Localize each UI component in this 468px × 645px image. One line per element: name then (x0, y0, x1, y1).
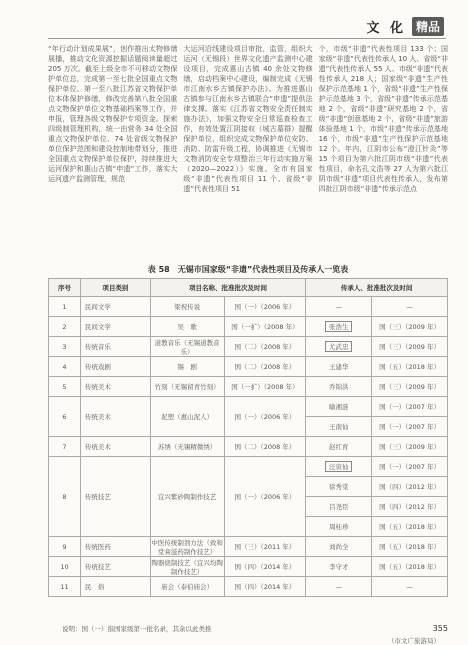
cell-project-name: 吴 歌 (150, 317, 224, 337)
table-row (49, 397, 448, 417)
cell-heir-batch: 国（五）（2018 年） (372, 357, 448, 377)
heir-name: 李守才 (328, 563, 349, 571)
cell-project-batch: 国（一）（2006 年） (224, 457, 306, 537)
table-row (49, 297, 448, 317)
cell-category: 民间文学 (80, 297, 150, 317)
cell-project-name: 锡 剧 (150, 357, 224, 377)
heir-name: 汪寅仙 (325, 461, 353, 472)
heir-name: 刘尚全 (328, 543, 349, 551)
cell-project-name: 苏绣（无锡精微绣） (150, 437, 224, 457)
cell-no: 3 (49, 337, 81, 357)
cell-project-name: 中医传统制剂方法（致和堂膏滋药制作技艺） (151, 538, 223, 556)
heir-name: 赵红育 (328, 443, 349, 451)
cell-project-batch: 国（二）（2008 年） (224, 437, 306, 457)
heir-name: 尤武忠 (325, 341, 353, 352)
heir-name: — (335, 302, 342, 311)
heir-name: 徐秀棠 (328, 483, 349, 491)
heir-name: 周桂珍 (328, 523, 349, 531)
table-row (49, 537, 448, 557)
cell-no: 1 (49, 297, 81, 317)
cell-category: 民间文学 (80, 317, 150, 337)
cell-project-name: 梁祝传说 (150, 297, 224, 317)
cell-heir-name (306, 357, 372, 377)
cell-no: 5 (49, 377, 81, 397)
page-header (366, 14, 444, 38)
heir-name: 吕尧臣 (328, 503, 349, 511)
cell-heir-batch: 国（一）（2007 年） (372, 457, 448, 477)
cell-heir-batch: 国（五）（2018 年） (372, 557, 448, 577)
body-column-3: 个，市级“非遗”代表性项目 133 个；国家级“非遗”代表性传承人 10 人、省级“非遗”代表性传承人 55 人、市级“非遗”代表性传承人 218 人；国家级“非遗”生产性保护示范基地 1 个，省级“非遗”生产性保护示范基地 3 个，省级“非遗”传承示范基地 2 个，省级“非遗”研究基地 2 个，省级“非遗”创意基地 2 个，省级“非遗”旅游体验基地 1 个，市级“非遗”传承示范基地 16 个，市级“非遗”生产性保护示范基地 12 个。年内，江阴市公布“澄江针灸”等 15 个项目为第六批江阴市级“非遗”代表性项目，命名孔文浩等 27 人为第六批江阴市级“非遗”项目代表性传承人，发布第四批江阴市级“非遗”传承示范点 (318, 45, 448, 193)
cell-heir-name (306, 297, 372, 317)
table-row (49, 457, 448, 477)
cell-no: 6 (49, 397, 81, 437)
cell-category: 传统技艺 (80, 457, 150, 537)
heir-name: 张浩生 (325, 321, 353, 332)
cell-category: 传统美术 (80, 377, 150, 397)
cell-category: 传统美术 (80, 397, 150, 437)
cell-heir-name (306, 437, 372, 457)
table-row (49, 377, 448, 397)
cell-project-name: 泥塑（惠山泥人） (150, 397, 224, 437)
heritage-table (48, 278, 448, 597)
table-row (49, 577, 448, 597)
cell-heir-name (306, 477, 372, 497)
cell-project-batch: 国（四）（2014 年） (224, 577, 306, 597)
body-columns (48, 44, 448, 244)
cell-heir-name (306, 557, 372, 577)
cell-heir-batch: 国（五）（2018 年） (372, 517, 448, 537)
cell-heir-batch: — (372, 297, 448, 317)
cell-no: 10 (49, 557, 81, 577)
header-heir: 传承人、批准批次及时间 (306, 279, 448, 297)
cell-project-batch: 国（二）（2008 年） (224, 357, 306, 377)
cell-no: 11 (49, 577, 81, 597)
cell-heir-batch: 国（三）（2009 年） (372, 377, 448, 397)
cell-no: 4 (49, 357, 81, 377)
body-column-1: “年行动计划成果展”，创作推出太物修缮展播，推动文化资源挖掘话题阅读量超过 205 万次。截至上级全市不可移动文物保护单位总，完成第一至七批全国重点文物保护单位、第一至八批江苏省文物保护单位本体保护修缮，修改完善第八批全国重点文物保护单位文物基础档案等工作，并申报，管理各级文物保护专项资金。探索四级制管理机构，统一由营务 34 处全国重点文物保护单位、74 处省级文物保护单位保护范围和建设控制地带划分，推进全国重点文物保护单位保护，持续推进大运河保护和惠山古镇“申遗”工作，落实大运河遗产监测管理，规范 (48, 45, 178, 183)
source-credit: （市文广旅游局） (388, 637, 440, 645)
cell-project-name: 竹刻（无锡留青竹刻） (150, 377, 224, 397)
cell-project-batch: 国（三）（2011 年） (224, 537, 306, 557)
heir-name: 王南仙 (328, 423, 349, 431)
table-header-row (49, 279, 448, 297)
body-column-2: 大运河沿线建设项目审批，监管，组织大运河（无锡段）世界文化遗产监测中心建设项目，完成惠山古镇 40 余处文物修缮，启动档案中心建设，编制完成《无锡市江南水乡古镇保护办法》。为推进惠山古镇参与江南水乡古镇联合“申遗”提供法律支撑。落实《江苏省文物安全责任制实施办法》，加强文物安全日常巡查检查工作，有效处置江阴接収（城古墓群）提醒保护单位，组织完成文物保护单位安防、消防、防雷升级工程，协调推进《无锡市文物消防安全专项整治三年行动实施方案（2020—2022）》实施。全市有国家级“非遗”代表性项目 11 个、省级“非遗”代表性项目 51 (183, 45, 313, 193)
cell-no: 8 (49, 457, 81, 537)
cell-heir-batch: 国（五）（2018 年） (372, 537, 448, 557)
cell-heir-batch: 国（三）（2009 年） (372, 317, 448, 337)
cell-heir-name (306, 337, 372, 357)
table-caption: 表 58 无锡市国家级“非遗”代表性项目及传承人一览表 (147, 265, 349, 274)
cell-project-batch: 国（一扩）（2008 年） (224, 377, 306, 397)
section-logo: 精品 (412, 17, 444, 36)
cell-category: 传统医药 (80, 537, 150, 557)
table-row (49, 557, 448, 577)
heir-name: 王建华 (328, 363, 349, 371)
cell-heir-batch: 国（四）（2012 年） (372, 497, 448, 517)
table-note: 说明：国（一）指国家级第一批名录，其余以此类推 (62, 625, 212, 633)
cell-heir-batch: 国（一）（2007 年） (372, 417, 448, 437)
heir-name: 喻湘涟 (328, 403, 349, 411)
cell-heir-name (306, 417, 372, 437)
cell-category: 传统音乐 (80, 337, 150, 357)
cell-project-batch: 国（一）（2006 年） (224, 297, 306, 317)
cell-project-batch: 国（一）（2006 年） (224, 397, 306, 437)
cell-heir-name (306, 537, 372, 557)
cell-heir-name (306, 577, 372, 597)
cell-heir-name (306, 457, 372, 477)
table-row (49, 357, 448, 377)
cell-project-batch: 国（一扩）（2008 年） (224, 317, 306, 337)
table-row (49, 337, 448, 357)
cell-heir-batch: 国（一）（2007 年） (372, 397, 448, 417)
cell-heir-batch: 国（三）（2009 年） (372, 337, 448, 357)
cell-heir-name (306, 497, 372, 517)
cell-heir-name (306, 517, 372, 537)
header-divider (48, 38, 446, 39)
cell-no: 7 (49, 437, 81, 457)
cell-project-name: 庙会（泰伯庙会） (150, 577, 224, 597)
cell-category: 民 俗 (80, 577, 150, 597)
page-number: 355 (432, 624, 448, 633)
cell-project-name: 道教音乐（无锡道教音乐） (150, 337, 224, 357)
heir-name: 乔锦洪 (328, 383, 349, 391)
table-row (49, 437, 448, 457)
cell-category: 传统技艺 (80, 557, 150, 577)
cell-heir-name (306, 377, 372, 397)
cell-heir-batch: 国（四）（2012 年） (372, 477, 448, 497)
cell-heir-batch: 国（三）（2009 年） (372, 437, 448, 457)
cell-project-name: 宜兴紫砂陶制作技艺 (150, 457, 224, 537)
cell-no: 2 (49, 317, 81, 337)
table-row (49, 317, 448, 337)
cell-heir-name (306, 317, 372, 337)
cell-no: 9 (49, 537, 81, 557)
cell-category: 传统戏剧 (80, 357, 150, 377)
section-title: 文 化 (366, 20, 406, 36)
heir-name: — (335, 582, 342, 591)
cell-heir-batch: — (372, 577, 448, 597)
cell-project-batch: 国（四）（2014 年） (224, 557, 306, 577)
cell-project-batch: 国（二）（2008 年） (224, 337, 306, 357)
cell-project-name: 陶器烧制技艺（宜兴均陶制作技艺） (151, 558, 223, 576)
header-category: 项目类别 (80, 279, 150, 297)
cell-category: 传统美术 (80, 437, 150, 457)
header-project: 项目名称、批准批次及时间 (150, 279, 306, 297)
header-no: 序号 (49, 279, 81, 297)
cell-heir-name (306, 397, 372, 417)
